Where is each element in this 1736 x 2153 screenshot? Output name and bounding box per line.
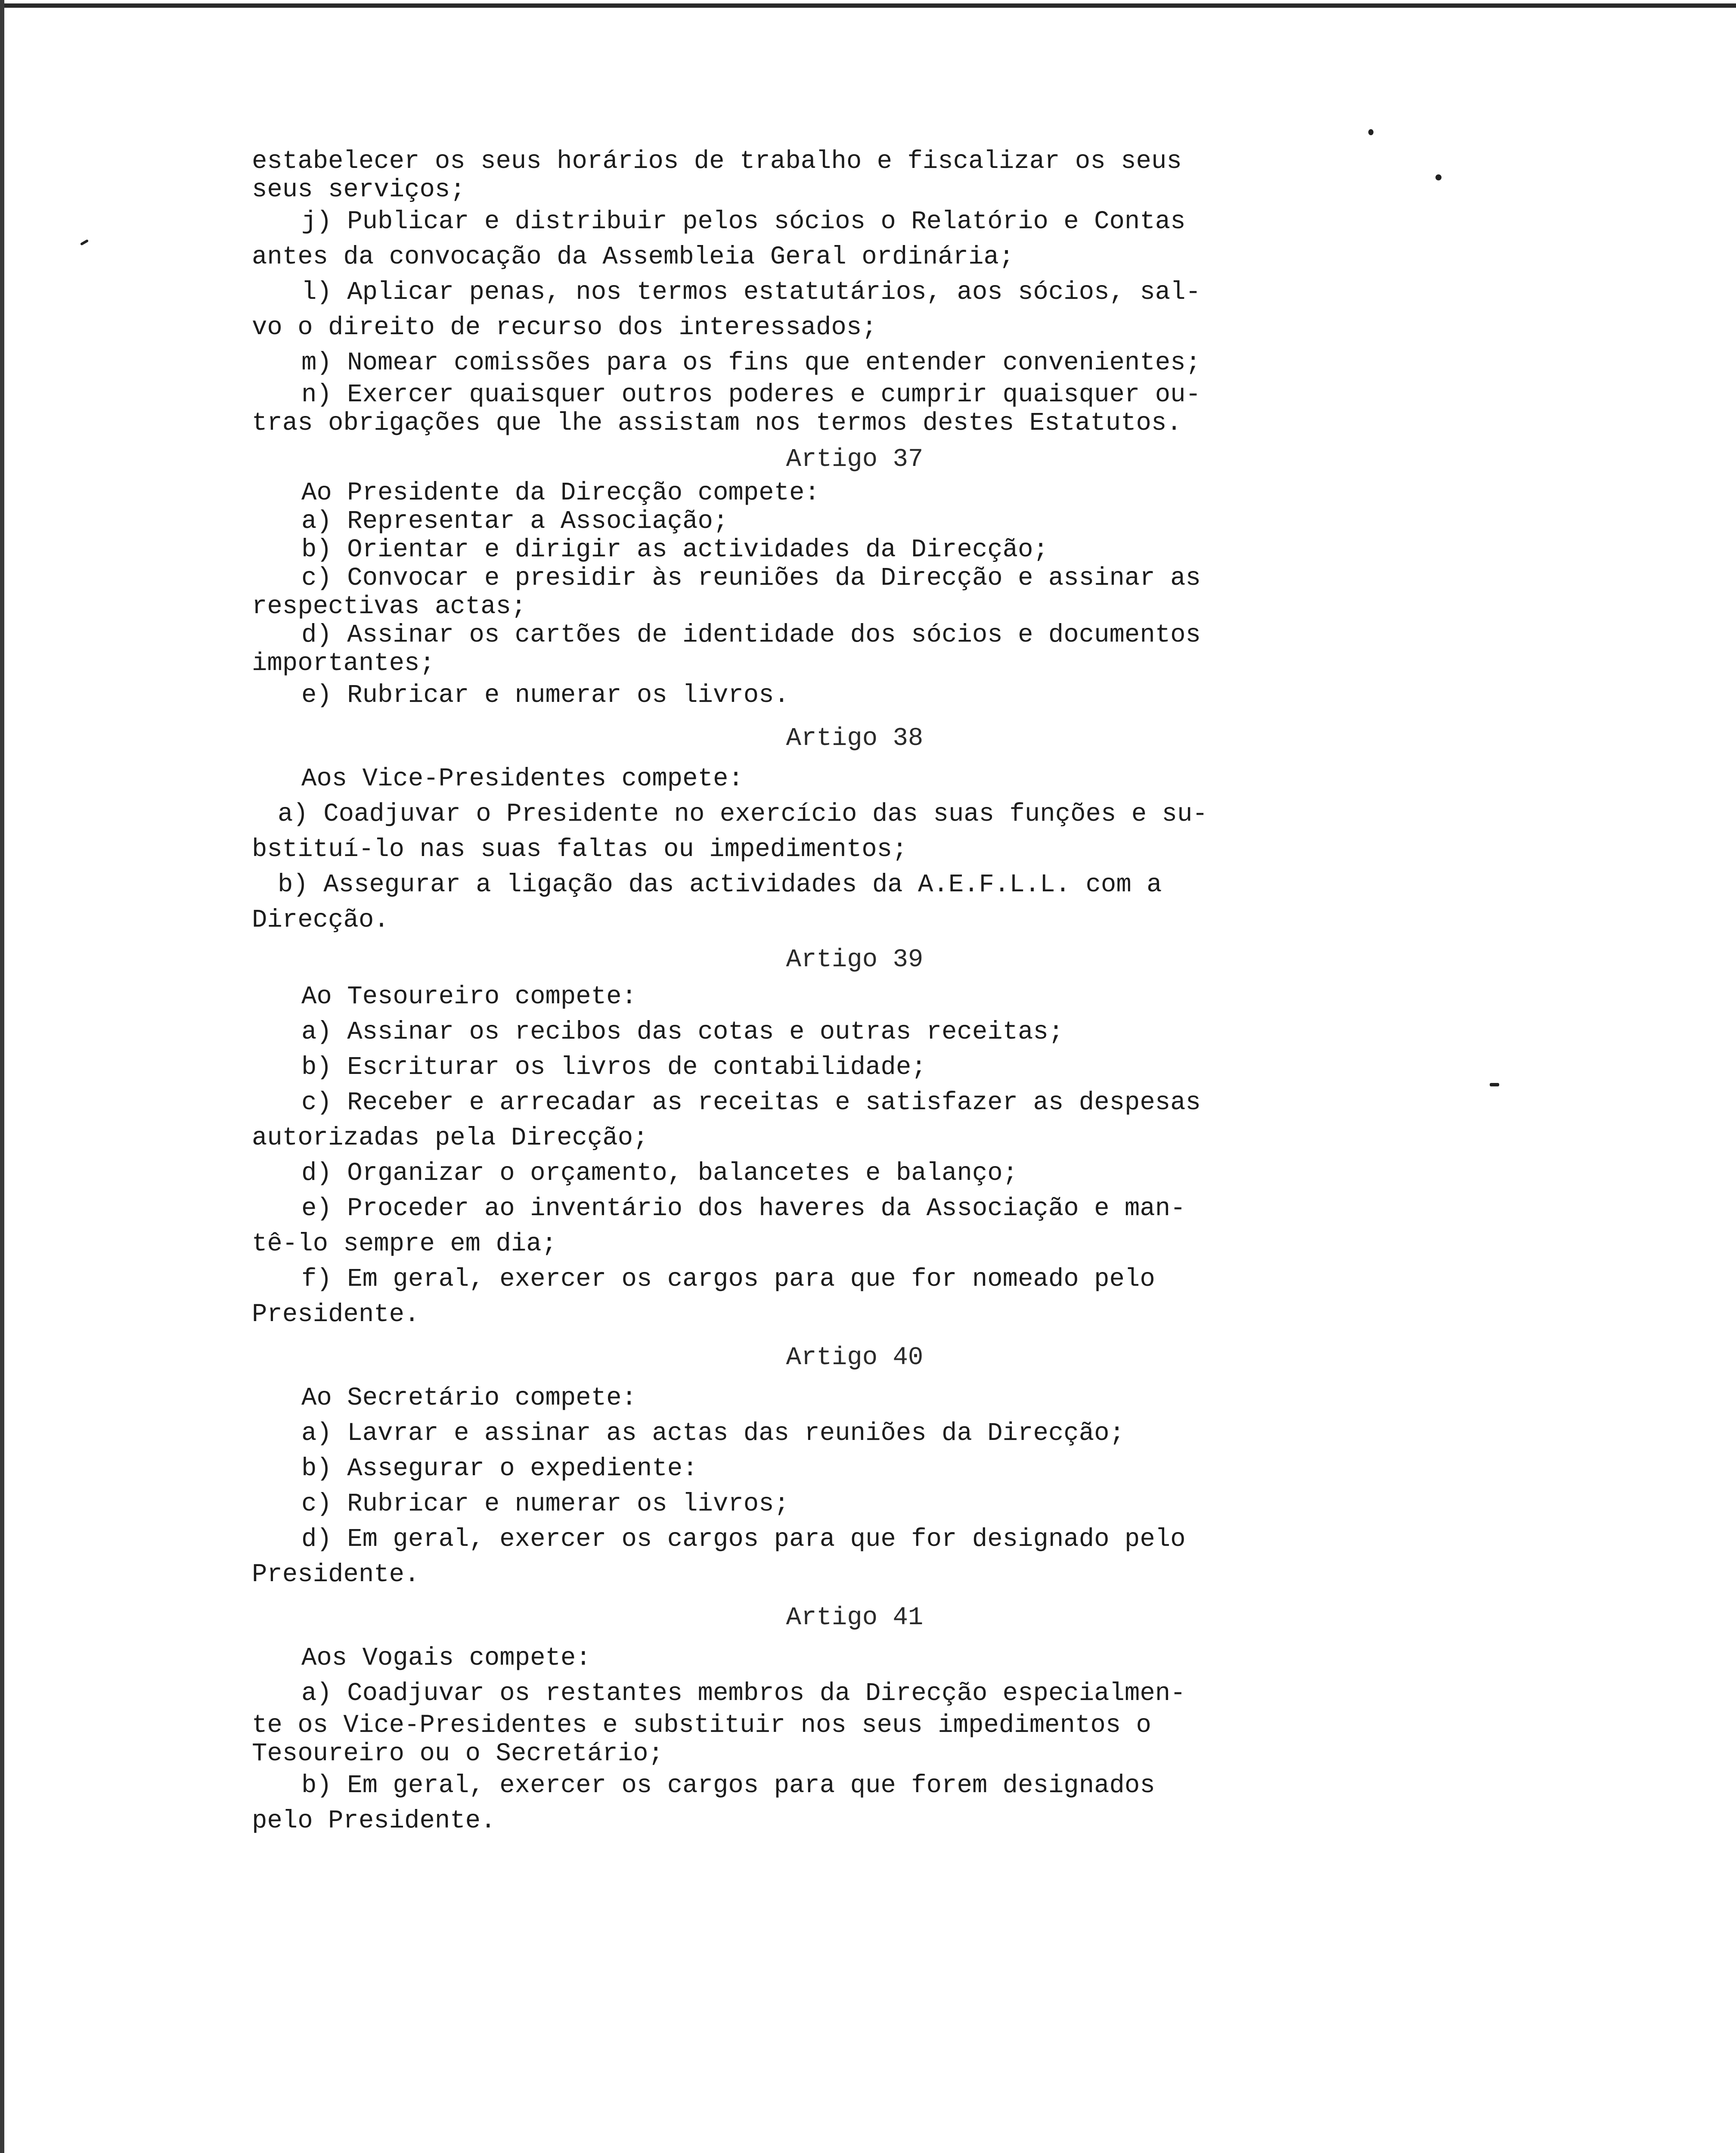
text-line: seus serviços; — [252, 175, 465, 204]
text-line: autorizadas pela Direcção; — [252, 1123, 648, 1152]
text-line: pelo Presidente. — [252, 1806, 496, 1835]
text-line: Direcção. — [252, 906, 389, 934]
text-line: b) Assegurar o expediente: — [301, 1454, 698, 1483]
text-line: Aos Vice-Presidentes compete: — [301, 764, 744, 793]
text-line: a) Coadjuvar os restantes membros da Direcção especialmen- — [301, 1679, 1186, 1708]
text-line: b) Orientar e dirigir as actividades da Direcção; — [301, 535, 1048, 564]
text-line: d) Em geral, exercer os cargos para que for designado pelo — [301, 1525, 1186, 1554]
text-line: a) Coadjuvar o Presidente no exercício das suas funções e su- — [278, 800, 1208, 828]
text-line: d) Assinar os cartões de identidade dos sócios e documentos — [301, 620, 1201, 649]
text-line: Ao Tesoureiro compete: — [301, 982, 637, 1011]
text-line: te os Vice-Presidentes e substituir nos seus impedimentos o — [252, 1711, 1151, 1740]
scan-border-top — [0, 3, 1736, 8]
text-line: tê-lo sempre em dia; — [252, 1229, 557, 1258]
text-line: e) Rubricar e numerar os livros. — [301, 681, 789, 710]
text-line: tras obrigações que lhe assistam nos termos destes Estatutos. — [252, 409, 1182, 437]
text-line: antes da convocação da Assembleia Geral ordinária; — [252, 242, 1014, 271]
text-line: importantes; — [252, 649, 435, 678]
text-line: l) Aplicar penas, nos termos estatutários, aos sócios, sal- — [301, 278, 1201, 307]
scan-speck — [80, 239, 89, 245]
article-heading: Artigo 37 — [786, 445, 924, 474]
text-line: respectivas actas; — [252, 592, 527, 621]
text-line: c) Convocar e presidir às reuniões da Direcção e assinar as — [301, 564, 1201, 593]
text-line: a) Lavrar e assinar as actas das reuniões da Direcção; — [301, 1419, 1125, 1448]
text-line: c) Receber e arrecadar as receitas e satisfazer as despesas — [301, 1088, 1201, 1117]
text-line: vo o direito de recurso dos interessados; — [252, 313, 877, 342]
text-line: f) Em geral, exercer os cargos para que for nomeado pelo — [301, 1265, 1155, 1294]
text-line: b) Escriturar os livros de contabilidade; — [301, 1053, 927, 1082]
text-line: Tesoureiro ou o Secretário; — [252, 1739, 663, 1768]
text-line: Aos Vogais compete: — [301, 1644, 591, 1672]
text-line: a) Assinar os recibos das cotas e outras receitas; — [301, 1018, 1064, 1046]
text-line: Ao Presidente da Direcção compete: — [301, 478, 820, 507]
text-line: b) Assegurar a ligação das actividades da A.E.F.L.L. com a — [278, 870, 1162, 899]
article-heading: Artigo 38 — [786, 724, 924, 753]
text-line: Presidente. — [252, 1560, 420, 1589]
scan-speck — [1368, 129, 1373, 135]
scan-border-left — [0, 0, 4, 2153]
text-line: bstituí-lo nas suas faltas ou impedimentos; — [252, 835, 908, 864]
text-line: c) Rubricar e numerar os livros; — [301, 1489, 789, 1518]
text-line: b) Em geral, exercer os cargos para que forem designados — [301, 1771, 1155, 1800]
scan-speck — [1490, 1083, 1499, 1086]
text-line: n) Exercer quaisquer outros poderes e cumprir quaisquer ou- — [301, 380, 1201, 409]
article-heading: Artigo 40 — [786, 1343, 924, 1372]
text-line: Ao Secretário compete: — [301, 1384, 637, 1412]
text-line: estabelecer os seus horários de trabalho e fiscalizar os seus — [252, 147, 1182, 176]
document-body — [252, 147, 1371, 2153]
text-line: e) Proceder ao inventário dos haveres da Associação e man- — [301, 1194, 1186, 1223]
text-line: j) Publicar e distribuir pelos sócios o Relatório e Contas — [301, 207, 1186, 236]
text-line: a) Representar a Associação; — [301, 507, 728, 536]
article-heading: Artigo 41 — [786, 1603, 924, 1632]
article-heading: Artigo 39 — [786, 945, 924, 974]
text-line: Presidente. — [252, 1300, 420, 1329]
scan-speck — [1435, 174, 1442, 180]
text-line: m) Nomear comissões para os fins que entender convenientes; — [301, 348, 1201, 377]
text-line: d) Organizar o orçamento, balancetes e balanço; — [301, 1159, 1018, 1188]
